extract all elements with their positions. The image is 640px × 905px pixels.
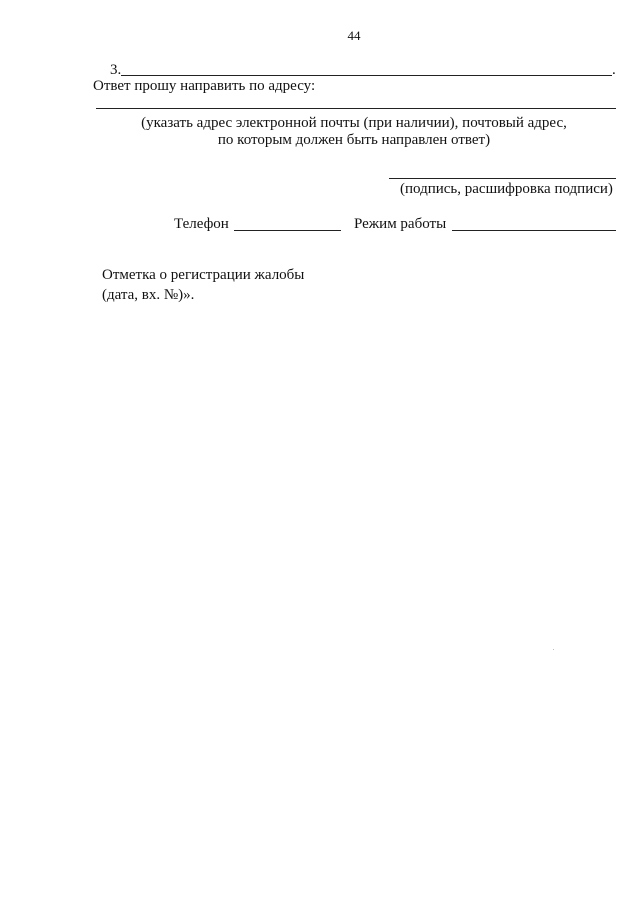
signature-hint: (подпись, расшифровка подписи) <box>400 181 613 197</box>
page-number: 44 <box>347 28 361 43</box>
address-blank-line <box>96 108 616 109</box>
item-blank-line <box>121 75 612 76</box>
reply-address-label: Ответ прошу направить по адресу: <box>93 78 316 94</box>
work-hours-blank-line <box>452 230 616 231</box>
registration-mark-line2: (дата, вх. №)». <box>102 287 195 303</box>
phone-blank-line <box>234 230 341 231</box>
signature-blank-line <box>389 178 616 179</box>
address-hint-line2: по которым должен быть направлен ответ) <box>217 132 491 148</box>
scan-speck <box>553 649 554 650</box>
phone-label: Телефон <box>174 216 229 232</box>
registration-mark-line1: Отметка о регистрации жалобы <box>102 267 305 283</box>
item-number: 3. <box>110 62 122 78</box>
address-hint-line1: (указать адрес электронной почты (при наличии), почтовый адрес, <box>141 115 567 131</box>
item-end-mark: . <box>612 62 616 78</box>
work-hours-label: Режим работы <box>354 216 447 232</box>
